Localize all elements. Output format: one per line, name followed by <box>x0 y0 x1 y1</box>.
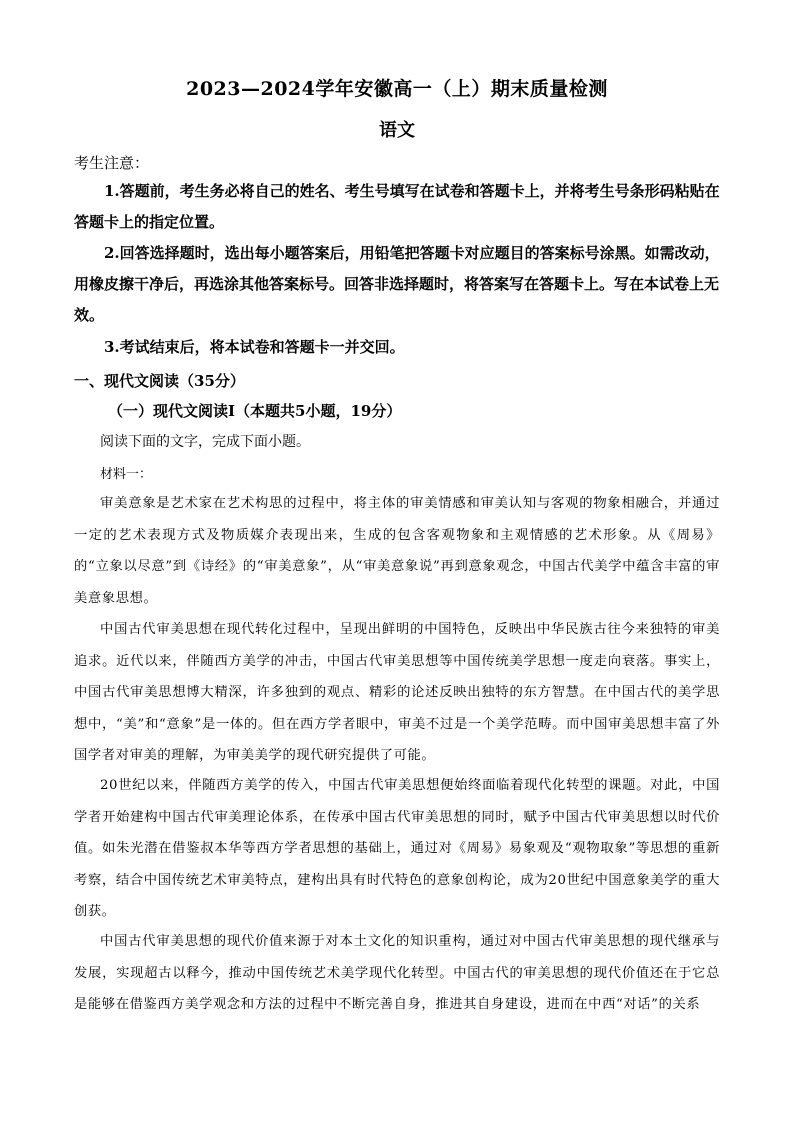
subsection-heading: （一）现代文阅读Ⅰ（本题共5小题，19分） <box>108 402 402 420</box>
subject-title: 语文 <box>379 120 415 141</box>
passage-paragraph: 审美意象是艺术家在艺术构思的过程中，将主体的审美情感和审美认知与客观的物象相融合，并通过一定的艺术表现方式及物质媒介表现出来，生成的包含客观物象和主观情感的艺术形象。从《周易》的“立象以尽意”到《诗经》的“审美意象”，从“审美意象说”再到意象观念，中国古代美学中蕴含丰富的审美意象思想。 <box>74 496 720 606</box>
passage-paragraph: 中国古代审美思想在现代转化过程中，呈现出鲜明的中国特色，反映出中华民族古往今来独特的审美追求。近代以来，伴随西方美学的冲击，中国古代审美思想等中国传统美学思想一度走向衰落。事实上，中国古代审美思想博大精深，许多独到的观点、精彩的论述反映出独特的东方智慧。在中国古代的美学思想中，“美”和“意象”是一体的。但在西方学者眼中，审美不过是一个美学范畴。而中国审美思想丰富了外国学者对审美的理解，为审美美学的现代研究提供了可能。 <box>74 622 720 764</box>
passage-paragraph: 中国古代审美思想的现代价值来源于对本土文化的知识重构，通过对中国古代审美思想的现代继承与发展，实现超古以释今，推动中国传统艺术美学现代化转型。中国古代的审美思想的现代价值还在于它总是能够在借鉴西方美学观念和方法的过程中不断完善自身，推进其自身建设，进而在中西“对话”的关系 <box>74 934 720 1013</box>
notice-item-3: 3.考试结束后，将本试卷和答题卡一并交回。 <box>104 338 405 356</box>
notice-heading: 考生注意： <box>74 154 150 172</box>
passage-paragraph: 20世纪以来，伴随西方美学的传入，中国古代审美思想便始终面临着现代化转型的课题。对此，中国学者开始建构中国古代审美理论体系，在传承中国古代审美思想的同时，赋予中国古代审美思想以时代价值。如朱光潜在借鉴叔本华等西方学者思想的基础上，通过对《周易》易象观及“观物取象”等思想的重新考察，结合中国传统艺术审美特点，建构出具有时代特色的意象创构论，成为20世纪中国意象美学的重大创获。 <box>74 778 720 920</box>
notice-item-1: 1.答题前，考生务必将自己的姓名、考生号填写在试卷和答题卡上，并将考生号条形码粘贴在答题卡上的指定位置。 <box>74 182 720 231</box>
material-label: 材料一： <box>100 467 153 482</box>
notice-item-2: 2.回答选择题时，选出每小题答案后，用铅笔把答题卡对应题目的答案标号涂黑。如需改动，用橡皮擦干净后，再选涂其他答案标号。回答非选择题时，将答案写在答题卡上。写在本试卷上无效。 <box>74 244 720 324</box>
exam-title: 2023—2024学年安徽高一（上）期末质量检测 <box>186 78 608 100</box>
section-heading: 一、现代文阅读（35分） <box>74 372 245 390</box>
reading-instruction: 阅读下面的文字，完成下面小题。 <box>100 434 310 450</box>
